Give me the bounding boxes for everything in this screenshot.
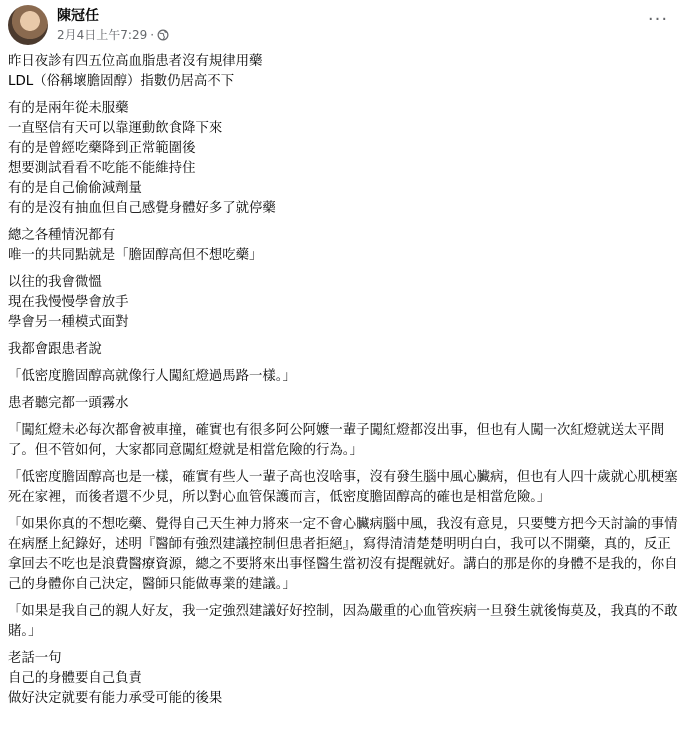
avatar[interactable]: [8, 5, 48, 45]
post-header: [8, 5, 684, 47]
post-paragraph: [8, 649, 684, 709]
post-paragraph: [8, 394, 684, 414]
post-meta: [57, 27, 169, 43]
post-paragraph: [8, 367, 684, 387]
post-text-line: 以往的我會微慍: [8, 275, 102, 290]
post-text-line: 學會另一種模式面對: [8, 315, 129, 330]
post-paragraph: [8, 99, 684, 219]
post-text-line: LDL（俗稱壞膽固醇）指數仍居高不下: [8, 74, 235, 89]
post-body: [8, 52, 684, 716]
more-options-icon[interactable]: ···: [647, 9, 669, 30]
post-text-line: 「闖紅燈未必每次都會被車撞，確實也有很多阿公阿嬤一輩子闖紅燈都沒出事，但也有人闖一次紅燈就送太平間了。但不管如何，大家都同意闖紅燈就是相當危險的行為。」: [8, 423, 665, 458]
author-name[interactable]: 陳冠任: [57, 8, 99, 24]
post-paragraph: [8, 340, 684, 360]
post-text-line: 有的是曾經吃藥降到正常範圍後: [8, 141, 196, 156]
post-text-line: 現在我慢慢學會放手: [8, 295, 129, 310]
post-text-line: 做好決定就要有能力承受可能的後果: [8, 691, 223, 706]
post-text-line: 唯一的共同點就是「膽固醇高但不想吃藥」: [8, 248, 263, 263]
post-text-line: 「低密度膽固醇高就像行人闖紅燈過馬路一樣。」: [8, 369, 296, 384]
post-text-line: 一直堅信有天可以靠運動飲食降下來: [8, 121, 223, 136]
post-text-line: 有的是沒有抽血但自己感覺身體好多了就停藥: [8, 201, 276, 216]
post-text-line: 有的是兩年從未服藥: [8, 101, 129, 116]
post-paragraph: [8, 226, 684, 266]
post-text-line: 昨日夜診有四五位高血脂患者沒有規律用藥: [8, 54, 263, 69]
post-paragraph: [8, 52, 684, 92]
post-text-line: 我都會跟患者說: [8, 342, 102, 357]
quote-paragraph: [8, 468, 684, 508]
post-text-line: 總之各種情況都有: [8, 228, 116, 243]
globe-icon[interactable]: [157, 29, 169, 41]
post-text-line: 自己的身體要自己負責: [8, 671, 142, 686]
quote-paragraph: [8, 515, 684, 595]
post-text-line: 想要測試看看不吃能不能維持住: [8, 161, 196, 176]
post-text-line: 患者聽完都一頭霧水: [8, 396, 129, 411]
quote-paragraph: [8, 602, 684, 642]
post-text-line: 老話一句: [8, 651, 62, 666]
post-text-line: 「如果是我自己的親人好友，我一定強烈建議好好控制，因為嚴重的心血管疾病一旦發生就後悔莫及，我真的不敢賭。」: [8, 604, 678, 639]
post-timestamp[interactable]: 2月4日上午7:29: [57, 28, 148, 42]
post-text-line: 「如果你真的不想吃藥、覺得自己天生神力將來一定不會心臟病腦中風，我沒有意見，只要雙方把今天討論的事情在病歷上紀錄好，述明『醫師有強烈建議控制但患者拒絕』，寫得清清楚楚明明白白，我可以不開藥，真的，反正拿回去不吃也是浪費醫療資源，總之不要將來出事怪醫生當初沒有提醒就好。講白的那是你的身體不是我的，你自己的身體你自己決定，醫師只能做專業的建議。」: [8, 517, 678, 592]
post-text-line: 「低密度膽固醇高也是一樣，確實有些人一輩子高也沒啥事，沒有發生腦中風心臟病，但也有人四十歲就心肌梗塞死在家裡，而後者還不少見，所以對心血管保護而言，低密度膽固醇高的確也是相當危險。」: [8, 470, 678, 505]
quote-paragraph: [8, 421, 684, 461]
meta-separator: ·: [150, 28, 155, 42]
post-text-line: 有的是自己偷偷減劑量: [8, 181, 142, 196]
post-paragraph: [8, 273, 684, 333]
